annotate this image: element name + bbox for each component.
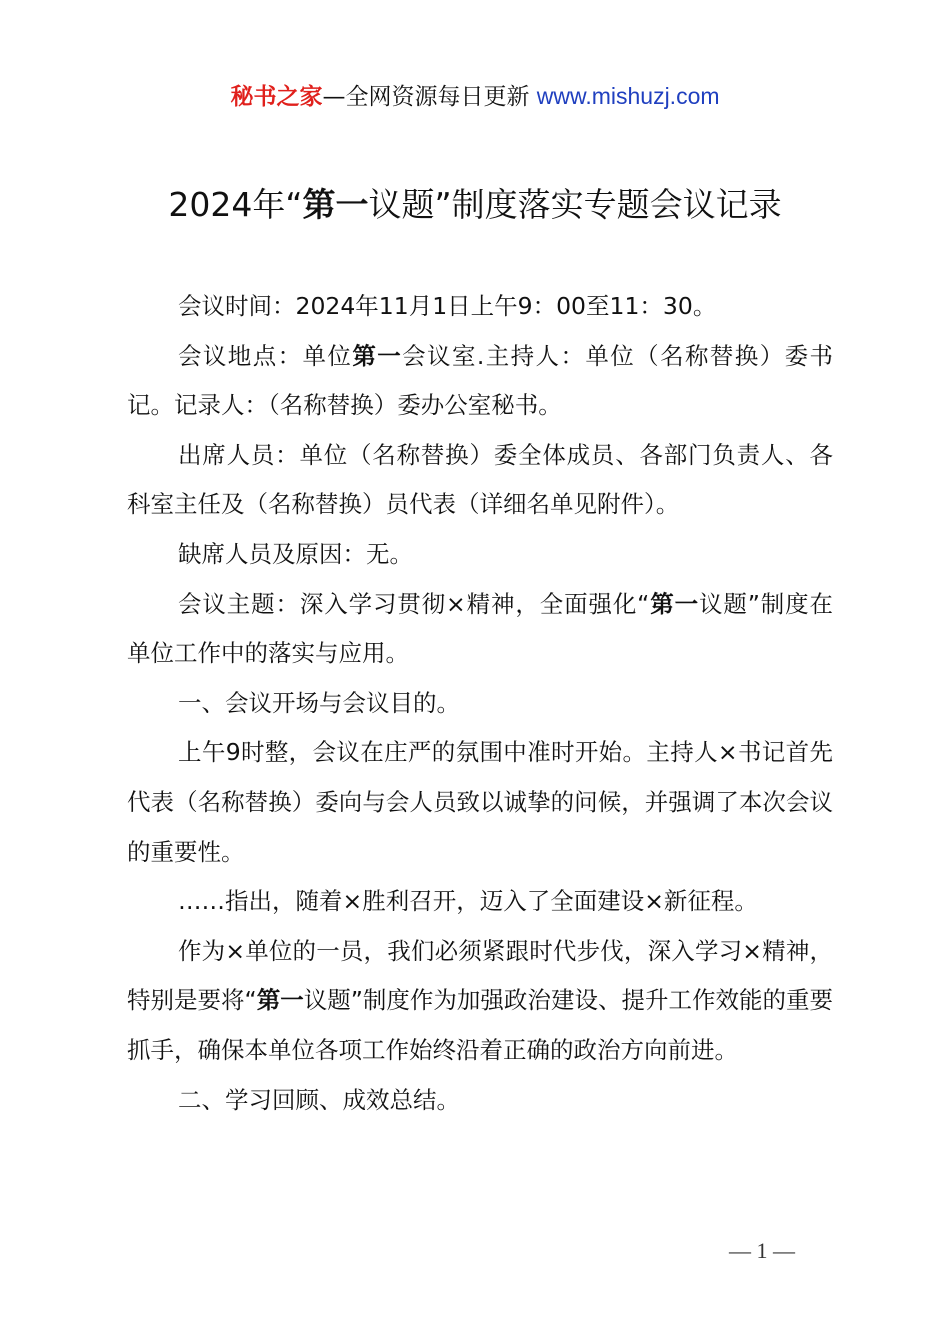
- document-title: [0, 182, 950, 229]
- meeting-place: [127, 332, 833, 431]
- banner-tagline: —全网资源每日更新: [322, 84, 530, 110]
- document-body: [127, 282, 833, 1125]
- paragraph-remarks: ……指出，随着×胜利召开，迈入了全面建设×新征程。: [178, 887, 758, 916]
- absentees: 缺席人员及原因：无。: [178, 539, 413, 568]
- place-text-a: 会议地点：单位: [178, 341, 353, 370]
- page-number: — 1 —: [729, 1238, 795, 1263]
- place-bold: 第一: [352, 341, 403, 370]
- section-heading-1: 一、会议开场与会议目的。: [178, 688, 460, 717]
- title-part2: 议题”制度落实专题会议记录: [368, 185, 782, 224]
- paragraph-commitment: [127, 927, 833, 1076]
- theme-bold: 第一: [649, 589, 699, 618]
- meeting-time: 会议时间：2024年11月1日上午9：00至11：30。: [178, 292, 717, 320]
- paragraph-opening: 上午9时整，会议在庄严的氛围中准时开始。主持人×书记首先代表（名称替换）委向与会人员致以诚挚的问候，并强调了本次会议的重要性。: [127, 738, 833, 866]
- meeting-theme: [127, 580, 833, 679]
- section-heading-2: 二、学习回顾、成效总结。: [178, 1085, 460, 1114]
- site-banner: [0, 80, 950, 113]
- attendees: 出席人员：单位（名称替换）委全体成员、各部门负责人、各科室主任及（名称替换）员代表（详细名单见附件）。: [127, 440, 833, 519]
- brand-name: 秘书之家: [230, 84, 323, 110]
- p3-bold: 第一: [256, 986, 304, 1015]
- p3-text-a: 作为×单位的一员，我们必须紧跟时代步伐，深入学习×精神，特别是要将“: [127, 936, 833, 1015]
- title-bold: 第一: [302, 185, 369, 224]
- theme-text-b: 议题”制度在单位工作中的落实与应用。: [127, 589, 833, 668]
- p3-text-b: 议题”制度作为加强政治建设、提升工作效能的重要抓手，确保本单位各项工作始终沿着正确的政治方向前进。: [127, 986, 833, 1064]
- place-text-b: 会议室.主持人：单位（名称替换）委书记。记录人：（名称替换）委办公室秘书。: [127, 341, 834, 420]
- theme-text-a: 会议主题：深入学习贯彻×精神，全面强化“: [178, 589, 650, 618]
- title-part1: 2024年“: [168, 185, 303, 224]
- site-url[interactable]: www.mishuzj.com: [536, 83, 720, 109]
